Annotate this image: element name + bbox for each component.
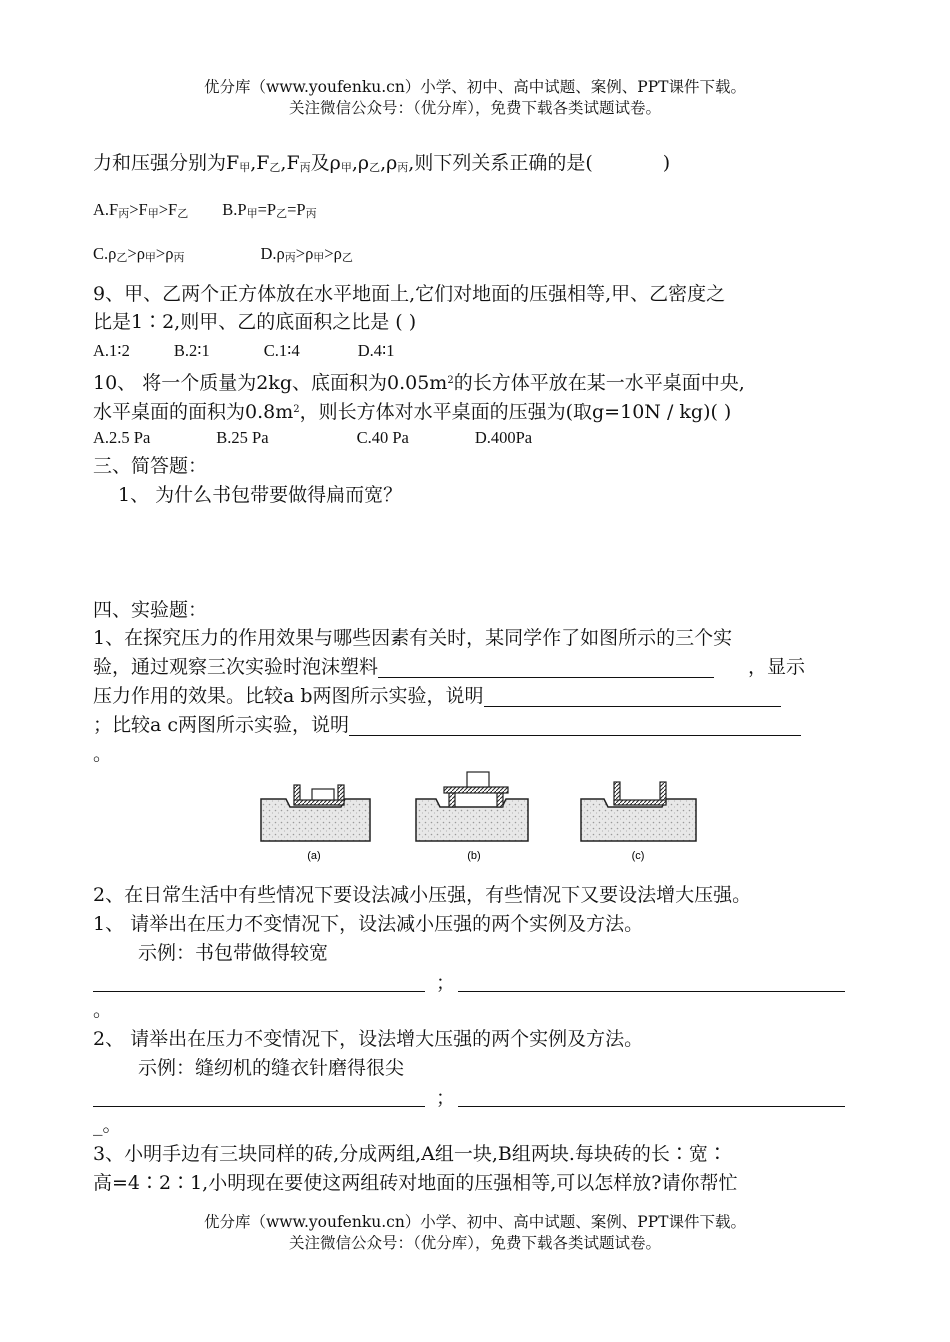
section-3-question-1: 1、 为什么书包带要做得扁而宽？ (118, 484, 403, 506)
experiment-figure (256, 767, 706, 867)
s4-q1-line-4: ；比较a c两图所示实验，说明 (93, 712, 801, 739)
footer-line-2: 关注微信公众号：（优分库），免费下载各类试题试卷。 (288, 1234, 661, 1252)
figure-b-label: (b) (467, 850, 481, 862)
figure-b-sponge (416, 799, 528, 841)
header-line-1: 优分库（www.youfenku.cn）小学、初中、高中试题、案例、PPT课件下载。 (203, 78, 747, 96)
q8-options-cd: $C.\rho_乙>\rho_甲>\rho_丙$ $D.\rho_丙>\rho_甲>\rho_乙$ (93, 244, 353, 264)
answer-blank[interactable] (484, 686, 781, 707)
answer-separator: ； (436, 972, 456, 994)
answer-blank[interactable] (349, 715, 801, 736)
s4-q3-line-2: 高=4∶2∶1,小明现在要使这两组砖对地面的压强相等,可以怎样放?请你帮忙 (93, 1172, 738, 1194)
q10-line-2: 水平桌面的面积为$0.8m^2$，则长方体对水平桌面的压强为(取g=10N / kg)( ) (93, 401, 732, 423)
answer-line[interactable] (458, 1106, 845, 1107)
q10-options: A.2.5 Pa B.25 Pa C.40 Pa D.400Pa (93, 428, 533, 447)
s4-q2-sub-2: 2、 请举出在压力不变情况下，设法增大压强的两个实例及方法。 (93, 1028, 644, 1050)
figure-b-table-leg (449, 793, 455, 807)
answer-line[interactable] (93, 1106, 425, 1107)
s4-q2-example-2: 示例：缝纫机的缝衣针磨得很尖 (138, 1057, 405, 1079)
s4-q1-line-1: 1、在探究压力的作用效果与哪些因素有关时，某同学作了如图所示的三个实 (93, 627, 733, 649)
answer-period: 。 (93, 999, 113, 1021)
answer-blank[interactable] (378, 657, 714, 678)
answer-line[interactable] (93, 991, 425, 992)
s4-q1-line-3: 压力作用的效果。比较a b两图所示实验，说明 (93, 683, 781, 710)
section-3-title: 三、简答题： (93, 455, 208, 477)
q9-options: A.1∶2 B.2∶1 C.1∶4 D.4∶1 (93, 341, 395, 360)
figure-a-label: (a) (307, 850, 321, 862)
figure-c-table-top (614, 800, 666, 805)
figure-c-label: (c) (631, 850, 645, 862)
q9-line-1: 9、甲、乙两个正方体放在水平地面上,它们对地面的压强相等,甲、乙密度之 (93, 283, 726, 305)
q10-line-1: 10、 将一个质量为2kg、底面积为$0.05m^2$的长方体平放在某一水平桌面中央, (93, 372, 745, 394)
q8-options-ab: $A.F_丙>F_甲>F_乙$ $B.P_甲=P_乙=P_丙$ (93, 200, 317, 220)
figure-b-table-top (444, 787, 508, 793)
header-line-2: 关注微信公众号：（优分库），免费下载各类试题试卷。 (288, 99, 661, 117)
figure-a-weight (312, 789, 334, 800)
s4-q1-period: 。 (93, 743, 113, 765)
answer-end-mark: _。 (93, 1114, 122, 1136)
footer-line-1: 优分库（www.youfenku.cn）小学、初中、高中试题、案例、PPT课件下载。 (203, 1213, 747, 1231)
s4-q2-sub-1: 1、 请举出在压力不变情况下，设法减小压强的两个实例及方法。 (93, 913, 644, 935)
figure-a-table-top (294, 800, 344, 805)
s4-q3-line-1: 3、小明手边有三块同样的砖,分成两组,A组一块,B组两块.每块砖的长∶宽∶ (93, 1143, 727, 1165)
section-4-title: 四、实验题： (93, 599, 208, 621)
answer-separator: ； (436, 1087, 456, 1109)
s4-q1-line-2: 验，通过观察三次实验时泡沫塑料 ，显示 (93, 656, 806, 678)
s4-q2-example-1: 示例：书包带做得较宽 (138, 942, 329, 964)
figure-b-weight (467, 772, 489, 787)
q9-line-2: 比是1∶2,则甲、乙的底面积之比是 ( ) (93, 311, 417, 333)
s4-q2-line-1: 2、在日常生活中有些情况下要设法减小压强，有些情况下又要设法增大压强。 (93, 884, 752, 906)
figure-b-table-leg (497, 793, 503, 807)
q8-stem: 力和压强分别为$F_甲,F_乙,F_丙$及$\rho_甲,\rho_乙,\rho_丙$,则下列关系正确的是( ) (93, 152, 671, 174)
answer-line[interactable] (458, 991, 845, 992)
